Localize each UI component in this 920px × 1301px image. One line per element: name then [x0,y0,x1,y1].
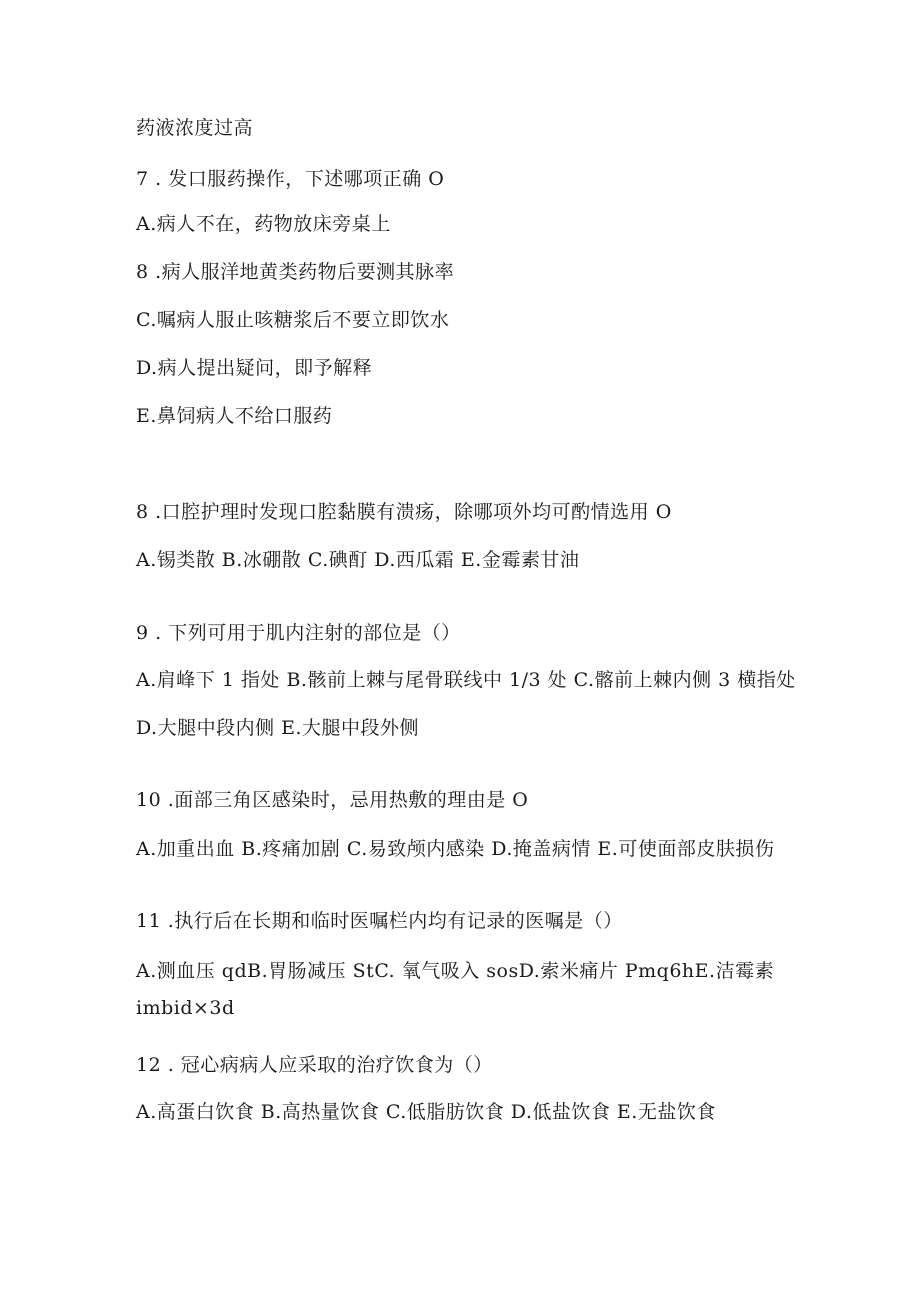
question-10-options: A.加重出血 B.疼痛加剧 C.易致颅内感染 D.掩盖病情 E.可使面部皮肤损伤 [136,838,775,860]
question-7: 7 . 发口服药操作，下述哪项正确 O [136,168,445,190]
question-12-options: A.高蛋白饮食 B.高热量饮食 C.低脂肪饮食 D.低盐饮食 E.无盐饮食 [136,1101,716,1123]
question-7-option-c: C.嘱病人服止咳糖浆后不要立即饮水 [136,309,450,331]
question-9-options-2: D.大腿中段内侧 E.大腿中段外侧 [136,717,420,739]
question-11-options-2: imbid×3d [136,997,235,1019]
question-9: 9 . 下列可用于肌内注射的部位是（） [136,622,461,644]
question-10: 10 .面部三角区感染时，忌用热敷的理由是 O [136,789,529,811]
question-7-option-e: E.鼻饲病人不给口服药 [136,405,333,427]
question-11-options-1: A.测血压 qdB.胃肠减压 StC. 氧气吸入 sosD.索米痛片 Pmq6hE.洁霉素 [136,960,775,982]
question-7-option-a: A.病人不在，药物放床旁桌上 [136,213,391,235]
text-line-continuation: 药液浓度过高 [136,117,254,139]
question-12: 12 . 冠心病病人应采取的治疗饮食为（） [136,1054,493,1076]
question-8: 8 .口腔护理时发现口腔黏膜有溃疡，除哪项外均可酌情选用 O [136,501,672,523]
question-9-options-1: A.肩峰下 1 指处 B.骸前上棘与尾骨联线中 1/3 处 C.髂前上棘内侧 3 横指处 [136,669,796,691]
question-7-option-b: 8 .病人服洋地黄类药物后要测其脉率 [136,261,455,283]
question-8-options: A.锡类散 B.冰硼散 C.碘酊 D.西瓜霜 E.金霉素甘油 [136,549,580,571]
question-7-option-d: D.病人提出疑问，即予解释 [136,357,373,379]
question-11: 11 .执行后在长期和临时医嘱栏内均有记录的医嘱是（） [136,910,623,932]
